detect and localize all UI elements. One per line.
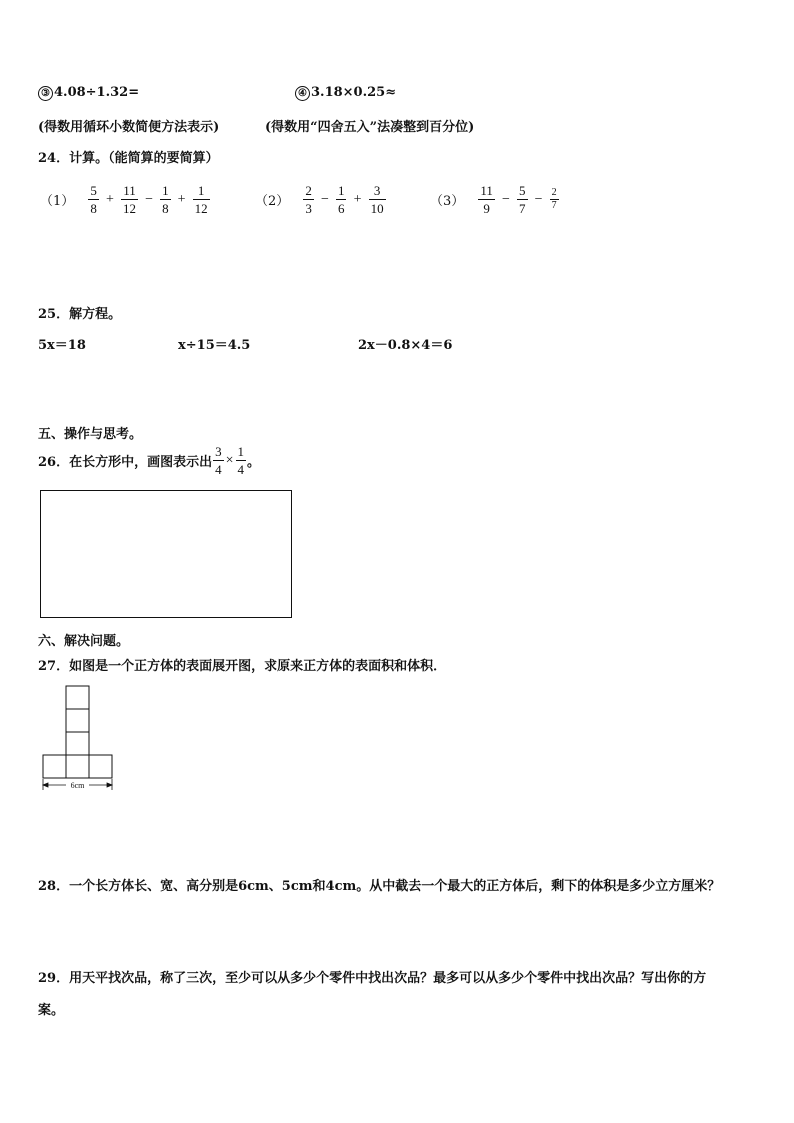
- net-square: [89, 755, 112, 778]
- operator: ×: [225, 452, 234, 468]
- fraction: $\frac{2}{7}$: [551, 187, 557, 211]
- circled-number-4: ④: [295, 86, 310, 101]
- q23-item3: [38, 85, 139, 101]
- fraction: $\frac{2}{3}$: [305, 183, 312, 216]
- q29-text-line-1: 29．用天平找次品，称了三次，至少可以从多少个零件中找出次品？最多可以从多少个零件中找出次品？写出你的方: [38, 971, 707, 986]
- q26-text: [38, 443, 260, 478]
- q24-p1-label: （1）: [40, 194, 75, 209]
- fraction: $\frac{3}{4}$: [215, 444, 222, 477]
- q23-item4-note: (得数用“四舍五入”法凑整到百分位): [265, 120, 475, 135]
- q24-p2-label: （2）: [255, 194, 290, 209]
- fraction: $\frac{5}{8}$: [90, 183, 97, 216]
- q26-suffix: 。: [247, 455, 261, 470]
- q24-problem-1: [40, 182, 211, 217]
- fraction: $\frac{1}{8}$: [162, 183, 169, 216]
- operator: +: [177, 191, 186, 207]
- q26-drawing-rectangle[interactable]: [40, 490, 292, 618]
- operator: +: [353, 191, 362, 207]
- operator: −: [145, 191, 153, 207]
- fraction: $\frac{1}{12}$: [194, 183, 208, 216]
- q25-equation-3: 2x－0.8×4＝6: [358, 338, 453, 353]
- q23-item4: [295, 85, 396, 101]
- dimension-label: 6cm: [70, 781, 85, 790]
- net-square: [66, 709, 89, 732]
- operator: −: [502, 191, 510, 207]
- cube-net-figure: [38, 682, 118, 794]
- q23-item3-note: (得数用循环小数简便方法表示): [38, 120, 220, 135]
- fraction: $\frac{11}{9}$: [480, 183, 493, 216]
- fraction: $\frac{5}{7}$: [519, 183, 526, 216]
- net-square: [66, 686, 89, 709]
- q23-item3-expression: 4.08÷1.32=: [54, 85, 140, 100]
- operator: +: [105, 191, 114, 207]
- q26-prefix: 26．在长方形中，画图表示出: [38, 455, 213, 470]
- q24-problem-3: [430, 182, 560, 217]
- net-square: [43, 755, 66, 778]
- operator: −: [320, 191, 329, 207]
- q28-text: 28．一个长方体长、宽、高分别是6cm、5cm和4cm。从中截去一个最大的正方体后，剩下的体积是多少立方厘米？: [38, 879, 721, 894]
- fraction: $\frac{1}{4}$: [237, 444, 244, 477]
- operator: −: [534, 191, 543, 207]
- fraction: $\frac{1}{6}$: [337, 183, 345, 216]
- q24-p3-label: （3）: [430, 194, 465, 209]
- net-square: [66, 755, 89, 778]
- q24-problem-2: [255, 182, 387, 217]
- fraction: $\frac{11}{12}$: [122, 183, 136, 216]
- q24-title: 24．计算。（能简算的要简算）: [38, 151, 219, 166]
- section-6-heading: 六、解决问题。: [38, 634, 130, 649]
- net-square: [66, 732, 89, 755]
- q29-text-line-2: 案。: [38, 1003, 65, 1018]
- circled-number-3: ③: [38, 86, 53, 101]
- q25-equation-2: x÷15＝4.5: [178, 338, 251, 353]
- q25-title: 25．解方程。: [38, 307, 122, 322]
- fraction: $\frac{3}{10}$: [370, 183, 384, 216]
- section-5-heading: 五、操作与思考。: [38, 427, 143, 442]
- q27-text: 27．如图是一个正方体的表面展开图，求原来正方体的表面积和体积．: [38, 659, 447, 674]
- q25-equation-1: 5x＝18: [38, 338, 86, 353]
- q23-item4-expression: 3.18×0.25≈: [311, 85, 397, 100]
